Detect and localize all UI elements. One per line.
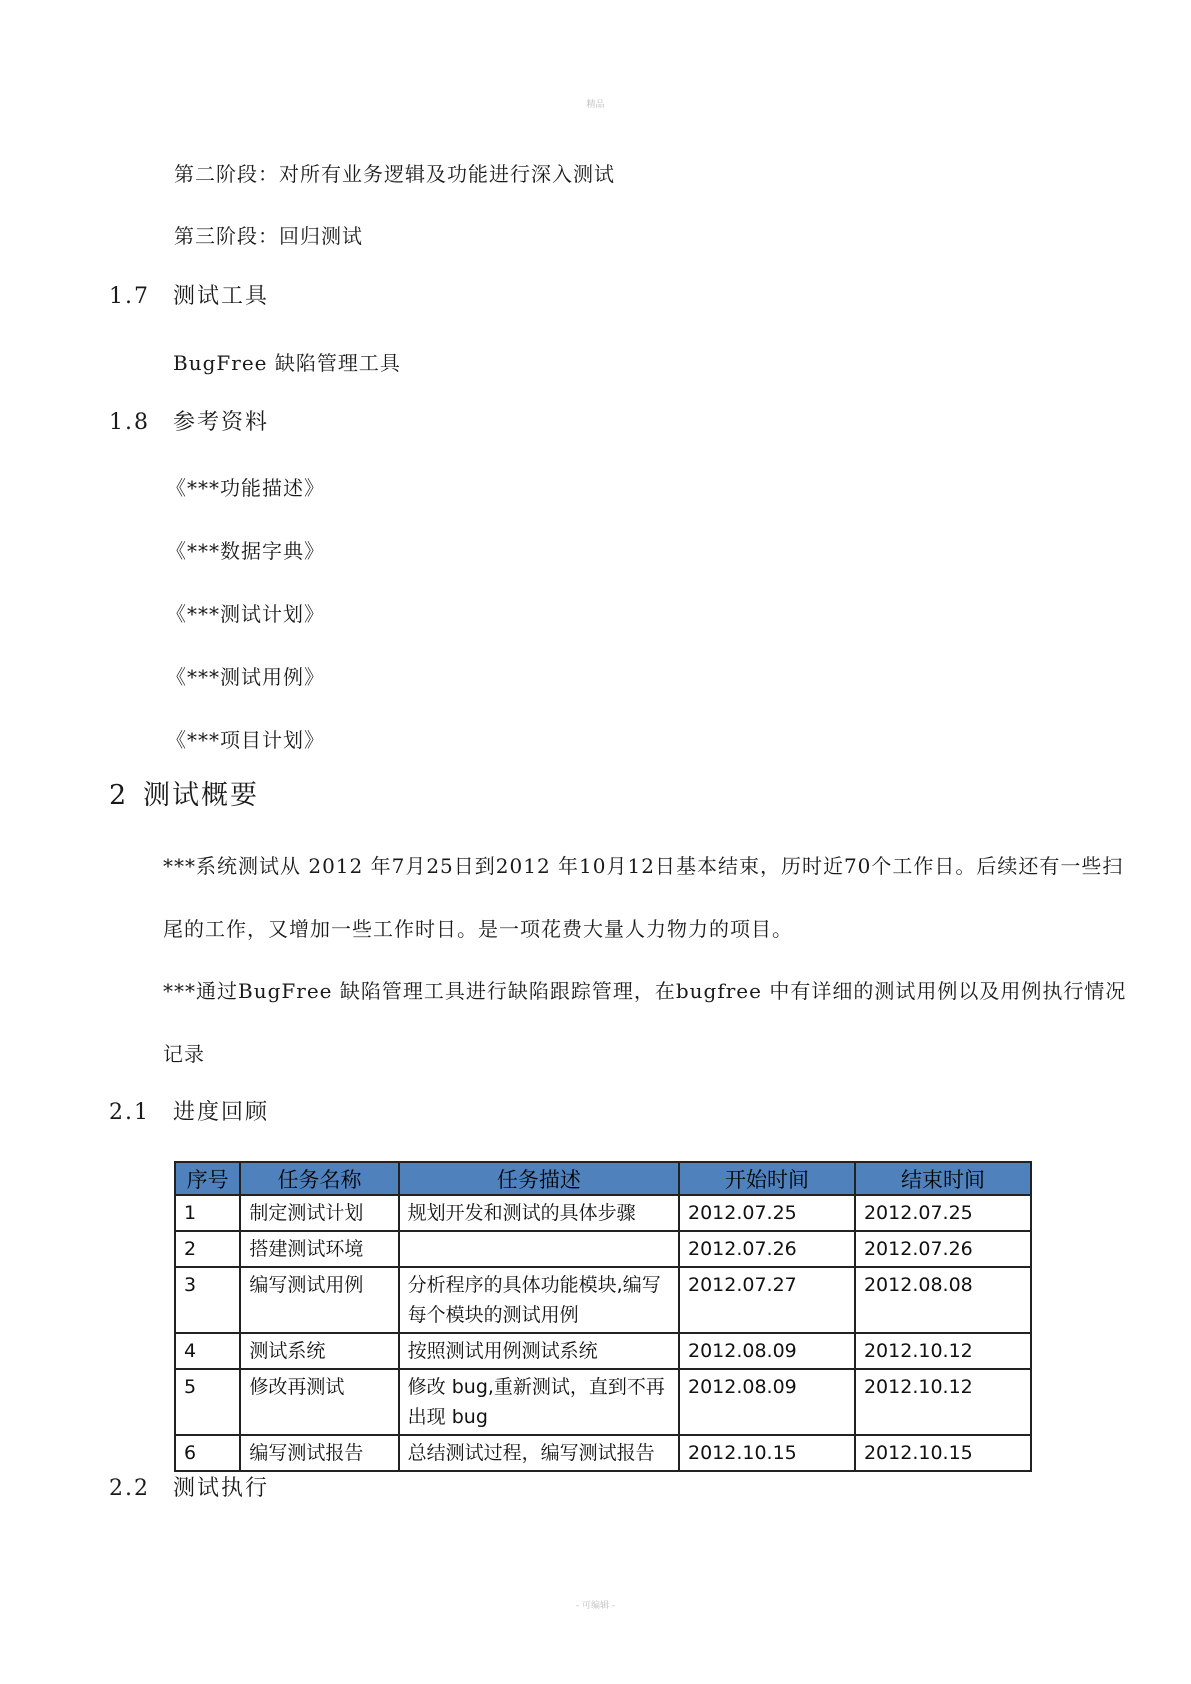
header-watermark: 精品 xyxy=(586,100,605,110)
cell-no: 1 xyxy=(175,1195,240,1231)
cell-end: 2012.10.12 xyxy=(855,1369,1031,1435)
cell-end: 2012.10.15 xyxy=(855,1435,1031,1471)
cell-desc: 按照测试用例测试系统 xyxy=(399,1333,679,1369)
cell-no: 4 xyxy=(175,1333,240,1369)
cell-end: 2012.10.12 xyxy=(855,1333,1031,1369)
cell-start: 2012.10.15 xyxy=(679,1435,855,1471)
table-row xyxy=(175,1231,1031,1267)
table-row xyxy=(175,1369,1031,1435)
cell-no: 6 xyxy=(175,1435,240,1471)
table-row xyxy=(175,1435,1031,1471)
cell-desc: 分析程序的具体功能模块,编写每个模块的测试用例 xyxy=(399,1267,679,1333)
cell-no: 5 xyxy=(175,1369,240,1435)
cell-desc: 修改 bug,重新测试，直到不再出现 bug xyxy=(399,1369,679,1435)
cell-end: 2012.07.26 xyxy=(855,1231,1031,1267)
section-2-1-heading xyxy=(109,1099,269,1127)
cell-name: 修改再测试 xyxy=(240,1369,398,1435)
cell-desc: 规划开发和测试的具体步骤 xyxy=(399,1195,679,1231)
cell-start: 2012.07.26 xyxy=(679,1231,855,1267)
cell-name: 编写测试报告 xyxy=(240,1435,398,1471)
section-number: 2.2 xyxy=(109,1476,150,1501)
section-title: 进度回顾 xyxy=(173,1100,270,1125)
column-header-start: 开始时间 xyxy=(679,1162,855,1195)
reference-item: 《***功能描述》 xyxy=(166,476,325,500)
cell-name: 测试系统 xyxy=(240,1333,398,1369)
summary-para-1-line-1: ***系统测试从 2012 年7月25日到2012 年10月12日基本结束，历时近70个工作日。后续还有一些扫 xyxy=(163,854,1124,878)
summary-para-1-line-2: 尾的工作，又增加一些工作时日。是一项花费大量人力物力的项目。 xyxy=(163,917,793,941)
section-1-7-heading xyxy=(109,283,269,311)
tool-item: BugFree 缺陷管理工具 xyxy=(173,351,401,375)
phase-2-text: 第二阶段：对所有业务逻辑及功能进行深入测试 xyxy=(174,162,615,186)
cell-start: 2012.08.09 xyxy=(679,1333,855,1369)
column-header-no: 序号 xyxy=(175,1162,240,1195)
cell-no: 2 xyxy=(175,1231,240,1267)
section-1-8-heading xyxy=(109,409,269,437)
cell-end: 2012.08.08 xyxy=(855,1267,1031,1333)
table-header-row xyxy=(175,1162,1031,1195)
column-header-name: 任务名称 xyxy=(240,1162,398,1195)
section-number: 2.1 xyxy=(109,1100,150,1125)
section-number: 1.8 xyxy=(109,410,150,435)
footer-watermark: - 可编辑 - xyxy=(575,1601,616,1611)
cell-name: 搭建测试环境 xyxy=(240,1231,398,1267)
section-number: 2 xyxy=(109,780,129,811)
summary-para-2-line-2: 记录 xyxy=(163,1042,205,1066)
cell-start: 2012.08.09 xyxy=(679,1369,855,1435)
section-title: 测试工具 xyxy=(173,284,270,309)
section-title: 测试执行 xyxy=(173,1476,270,1501)
section-number: 1.7 xyxy=(109,284,150,309)
reference-item: 《***数据字典》 xyxy=(166,539,325,563)
column-header-desc: 任务描述 xyxy=(399,1162,679,1195)
cell-no: 3 xyxy=(175,1267,240,1333)
phase-3-text: 第三阶段：回归测试 xyxy=(174,224,363,248)
section-2-2-heading xyxy=(109,1475,269,1503)
cell-desc xyxy=(399,1231,679,1267)
cell-name: 编写测试用例 xyxy=(240,1267,398,1333)
reference-item: 《***测试用例》 xyxy=(166,665,325,689)
cell-start: 2012.07.25 xyxy=(679,1195,855,1231)
cell-name: 制定测试计划 xyxy=(240,1195,398,1231)
section-title: 参考资料 xyxy=(173,410,270,435)
table-row xyxy=(175,1267,1031,1333)
column-header-end: 结束时间 xyxy=(855,1162,1031,1195)
section-2-heading xyxy=(109,779,259,813)
reference-item: 《***测试计划》 xyxy=(166,602,325,626)
table-row xyxy=(175,1195,1031,1231)
table-row xyxy=(175,1333,1031,1369)
section-title: 测试概要 xyxy=(143,780,259,811)
progress-table xyxy=(174,1161,1032,1472)
reference-item: 《***项目计划》 xyxy=(166,728,325,752)
cell-end: 2012.07.25 xyxy=(855,1195,1031,1231)
cell-start: 2012.07.27 xyxy=(679,1267,855,1333)
cell-desc: 总结测试过程，编写测试报告 xyxy=(399,1435,679,1471)
summary-para-2-line-1: ***通过BugFree 缺陷管理工具进行缺陷跟踪管理，在bugfree 中有详细的测试用例以及用例执行情况 xyxy=(163,979,1127,1003)
